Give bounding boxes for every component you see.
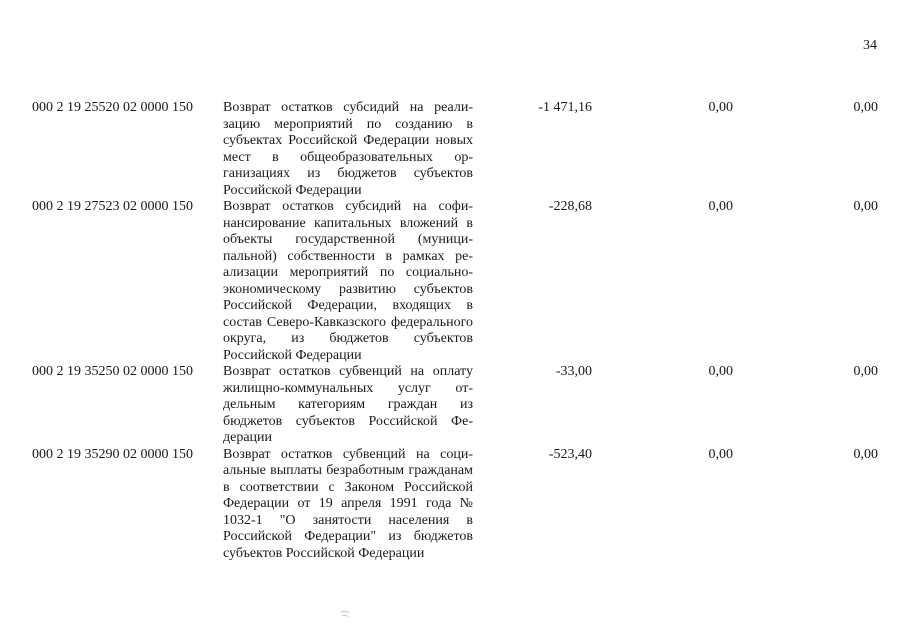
value-column-3: 0,00 [853,199,878,214]
scan-mark [340,610,350,618]
value-column-2: 0,00 [708,364,733,379]
budget-code: 000 2 19 25520 02 0000 150 [32,100,193,115]
value-column-2: 0,00 [708,446,733,462]
value-column-1: -33,00 [555,364,592,379]
value-column-1: -1 471,16 [538,100,592,115]
value-column-1: -523,40 [548,446,592,462]
budget-code: 000 2 19 27523 02 0000 150 [32,199,193,214]
value-column-2: 0,00 [708,100,733,115]
row-description: Возврат остатков субвенций на социальные выплаты безработным гражданам в соответствии с Законом Российской Федерации от 19 апреля 1991 года № 1032-1 "О занятости населения в Российской Федерации" из бюджетов субъектов Российской Федерации [223,446,473,561]
table-row [0,364,905,447]
row-description: Возврат остатков субвенций на оплату жилищно-коммунальных услуг отдельным категориям граждан из бюджетов субъектов Российской Федерации [223,364,473,445]
value-column-3: 0,00 [853,100,878,115]
value-column-1: -228,68 [548,199,592,214]
table-row [0,447,905,563]
table-row [0,199,905,364]
row-description: Возврат остатков субсидий на реализацию мероприятий по созданию в субъектах Российской Федерации новых мест в общеобразовательных организациях из бюджетов субъектов Российской Федерации [223,100,473,198]
budget-code: 000 2 19 35250 02 0000 150 [32,364,193,379]
budget-code: 000 2 19 35290 02 0000 150 [32,446,193,462]
value-column-2: 0,00 [708,199,733,214]
value-column-3: 0,00 [853,446,878,462]
budget-table [0,100,905,562]
table-row [0,100,905,199]
row-description: Возврат остатков субсидий на софинансирование капитальных вложений в объекты государственной (муниципальной) собственности в рамках реализации мероприятий по социально-экономическому развитию субъектов Российской Федерации, входящих в состав Северо-Кавказского федерального округа, из бюджетов субъектов Российской Федерации [223,199,473,363]
page-number: 34 [863,38,877,53]
value-column-3: 0,00 [853,364,878,379]
